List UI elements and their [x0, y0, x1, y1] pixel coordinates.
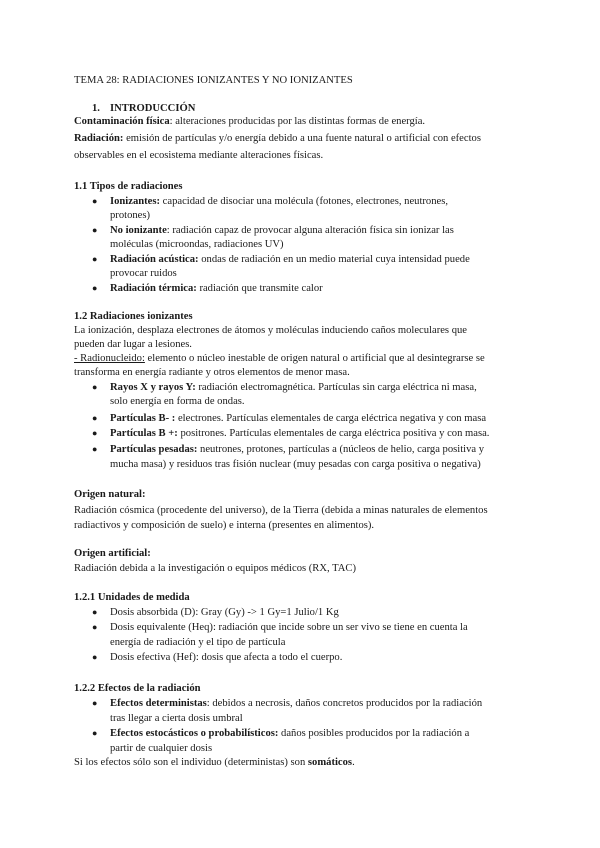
heading-origen-natural: Origen natural:	[74, 489, 146, 500]
term: Radiación:	[74, 133, 124, 144]
list-item-cont: moléculas (microondas, radiaciones UV)	[110, 239, 284, 250]
paragraph-line: Radiación debida a la investigación o equipos médicos (RX, TAC)	[74, 563, 356, 574]
term: No ionizante	[110, 225, 167, 236]
text: radiación electromagnética. Partículas sin carga eléctrica ni masa,	[195, 382, 477, 393]
intro-line	[74, 132, 481, 145]
term: Efectos estocásticos o probabilísticos:	[110, 728, 279, 739]
list-item	[110, 443, 484, 456]
text: : alteraciones producidas por las distintas formas de energía.	[169, 116, 426, 127]
text: electrones. Partículas elementales de carga eléctrica negativa y con masa	[175, 413, 487, 424]
term: Radiación térmica:	[110, 283, 197, 294]
text: capacidad de disociar una molécula (fotones, electrones, neutrones,	[160, 196, 449, 207]
heading-origen-artificial: Origen artificial:	[74, 548, 151, 559]
term: Partículas B +:	[110, 428, 178, 439]
paragraph-line: radiactivos y composición de suelo) e interna (presentes en alimentos).	[74, 520, 375, 531]
term: Partículas pesadas:	[110, 444, 198, 455]
term: Partículas B- :	[110, 413, 176, 424]
list-item	[110, 381, 477, 394]
list-item	[110, 727, 469, 740]
section-title-ionizantes: 1.2 Radiaciones ionizantes	[74, 311, 193, 322]
document-title: TEMA 28: RADIACIONES IONIZANTES Y NO IONIZANTES	[74, 75, 353, 86]
text: : debidos a necrosis, daños concretos producidos por la radiación	[206, 698, 483, 709]
bullet-icon: ●	[92, 283, 98, 293]
section-title-efectos: 1.2.2 Efectos de la radiación	[74, 683, 201, 694]
bullet-icon: ●	[92, 428, 98, 438]
term: Contaminación física	[74, 116, 170, 127]
list-item-cont: mucha masa) y residuos tras fisión nuclear (muy pesadas con carga positiva o negativa)	[110, 459, 481, 470]
bullet-icon: ●	[92, 382, 98, 392]
list-item-cont: partir de cualquier dosis	[110, 743, 213, 754]
list-item-cont: provocar ruidos	[110, 268, 177, 279]
list-item-cont: protones)	[110, 210, 151, 221]
text: positrones. Partículas elementales de carga eléctrica positiva y con masa.	[177, 428, 490, 439]
text: ondas de radiación en un medio material cuya intensidad puede	[198, 254, 470, 265]
section-number: 1.	[92, 103, 100, 114]
term: somáticos	[307, 757, 353, 768]
paragraph-line: transforma en energía radiante y otros elementos de menor masa.	[74, 367, 350, 378]
list-item	[110, 253, 470, 266]
bullet-icon: ●	[92, 444, 98, 454]
text: elemento o núcleo inestable de origen natural o artificial que al desintegrarse se	[144, 353, 485, 364]
text: Si los efectos sólo son el individuo (deterministas) son	[74, 757, 308, 768]
list-item	[110, 195, 448, 208]
bullet-icon: ●	[92, 607, 98, 617]
intro-line	[74, 115, 425, 128]
bullet-icon: ●	[92, 413, 98, 423]
list-item-cont: energía de radiación y el tipo de partícula	[110, 637, 286, 648]
text: .	[352, 757, 355, 768]
list-item-cont: tras llegar a cierta dosis umbral	[110, 713, 243, 724]
radionucleido-term: - Radionucleido:	[74, 353, 145, 364]
final-line	[74, 756, 355, 769]
section-title-unidades: 1.2.1 Unidades de medida	[74, 592, 190, 603]
bullet-icon: ●	[92, 652, 98, 662]
text: emisión de partículas y/o energía debido a una fuente natural o artificial con efectos	[123, 133, 481, 144]
list-item-cont: solo energía en forma de ondas.	[110, 396, 245, 407]
list-item	[110, 412, 486, 425]
paragraph-line: Radiación cósmica (procedente del universo), de la Tierra (debida a minas naturales de elementos	[74, 505, 488, 516]
term: Ionizantes:	[110, 196, 161, 207]
list-item	[110, 427, 489, 440]
term: Efectos deterministas	[110, 698, 207, 709]
list-item	[110, 697, 482, 710]
list-item: Dosis equivalente (Heq): radiación que incide sobre un ser vivo se tiene en cuenta la	[110, 622, 468, 633]
text: radiación que transmite calor	[196, 283, 323, 294]
list-item	[110, 224, 454, 237]
bullet-icon: ●	[92, 225, 98, 235]
text: daños posibles producidos por la radiación a	[278, 728, 470, 739]
bullet-icon: ●	[92, 622, 98, 632]
bullet-icon: ●	[92, 254, 98, 264]
list-item: Dosis absorbida (D): Gray (Gy) -> 1 Gy=1 Julio/1 Kg	[110, 607, 339, 618]
bullet-icon: ●	[92, 728, 98, 738]
text: : radiación capaz de provocar alguna alteración física sin ionizar las	[166, 225, 454, 236]
section-title-tipos: 1.1 Tipos de radiaciones	[74, 181, 183, 192]
intro-line: observables en el ecosistema mediante alteraciones físicas.	[74, 150, 324, 161]
section-title-introduccion: INTRODUCCIÓN	[110, 103, 196, 114]
term: Radiación acústica:	[110, 254, 199, 265]
paragraph-line: pueden dar lugar a lesiones.	[74, 339, 192, 350]
text: neutrones, protones, partículas a (núcleos de helio, carga positiva y	[197, 444, 485, 455]
bullet-icon: ●	[92, 698, 98, 708]
term: Rayos X y rayos Y:	[110, 382, 196, 393]
radionucleido-line	[74, 352, 485, 365]
list-item: Dosis efectiva (Hef): dosis que afecta a todo el cuerpo.	[110, 652, 343, 663]
bullet-icon: ●	[92, 196, 98, 206]
list-item	[110, 282, 323, 295]
paragraph-line: La ionización, desplaza electrones de átomos y moléculas induciendo caños moleculares que	[74, 325, 467, 336]
